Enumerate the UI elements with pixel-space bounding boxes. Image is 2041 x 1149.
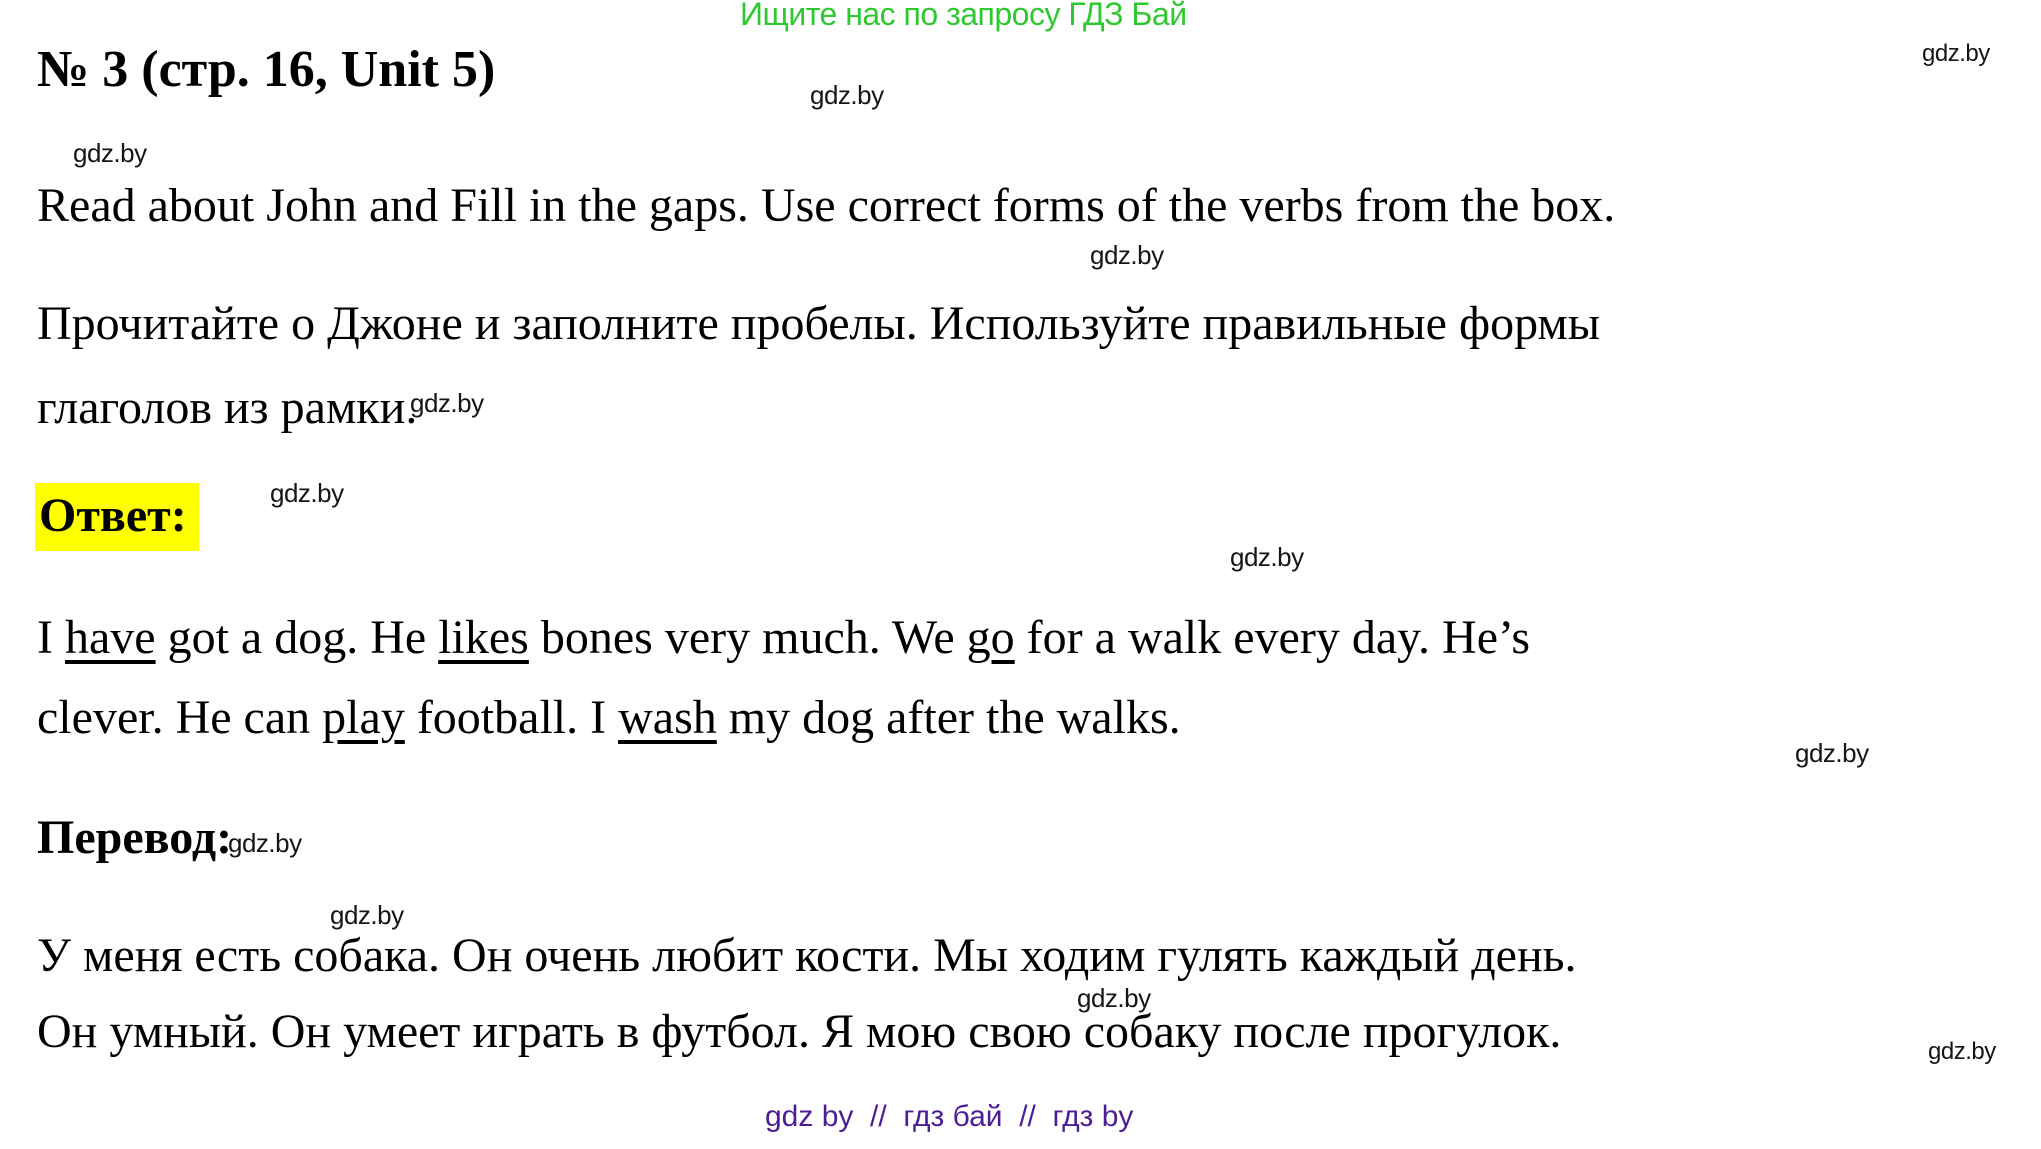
instruction-russian-line: глаголов из рамки. <box>37 381 418 434</box>
underlined-verb: likes <box>438 611 529 664</box>
gdz-watermark: gdz.by <box>410 388 484 418</box>
answer-text-segment: got a dog. He <box>155 611 439 664</box>
underlined-verb: go <box>966 611 1015 664</box>
gdz-watermark: gdz.by <box>1077 983 1151 1013</box>
task-heading: № 3 (стр. 16, Unit 5) <box>37 41 496 98</box>
instruction-russian-line: Прочитайте о Джоне и заполните пробелы. Используйте правильные формы <box>37 297 1600 350</box>
underlined-verb: wash <box>618 691 717 744</box>
answer-text-line <box>37 690 1181 745</box>
gdz-watermark: gdz.by <box>270 478 344 508</box>
gdz-watermark: gdz.by <box>1090 240 1164 270</box>
answer-text-segment: I <box>37 611 65 664</box>
gdz-watermark: gdz.by <box>1795 738 1869 768</box>
answer-text-line <box>37 610 1530 665</box>
answer-text-segment: bones very much. We <box>528 611 967 664</box>
gdz-watermark: gdz.by <box>810 80 884 110</box>
gdz-watermark: gdz.by <box>330 900 404 930</box>
gdz-watermark: gdz.by <box>1922 40 1990 67</box>
instruction-english: Read about John and Fill in the gaps. Use correct forms of the verbs from the box. <box>37 179 1616 232</box>
gdz-watermark: gdz.by <box>1230 542 1304 572</box>
answer-text-segment: my dog after the walks. <box>716 691 1181 744</box>
underlined-verb: have <box>64 611 156 664</box>
promo-banner: Ищите нас по запросу ГДЗ Бай <box>740 0 1187 32</box>
gdz-watermark: gdz.by <box>1928 1038 1996 1065</box>
gdz-watermark: gdz.by <box>228 828 302 858</box>
translation-text-line: Он умный. Он умеет играть в футбол. Я мою свою собаку после прогулок. <box>37 1005 1562 1058</box>
gdz-watermark: gdz.by <box>73 138 147 168</box>
footer-watermark: gdz by // гдз бай // гдз by <box>765 1100 1134 1133</box>
translation-text-line: У меня есть собака. Он очень любит кости. Мы ходим гулять каждый день. <box>37 929 1577 982</box>
answer-text-segment: for a walk every day. He’s <box>1014 611 1531 664</box>
answer-label: Ответ: <box>35 483 199 551</box>
translation-label: Перевод: <box>37 811 233 864</box>
answer-text-segment: clever. He can <box>37 691 323 744</box>
answer-text-segment: football. I <box>404 691 619 744</box>
underlined-verb: play <box>322 691 405 744</box>
